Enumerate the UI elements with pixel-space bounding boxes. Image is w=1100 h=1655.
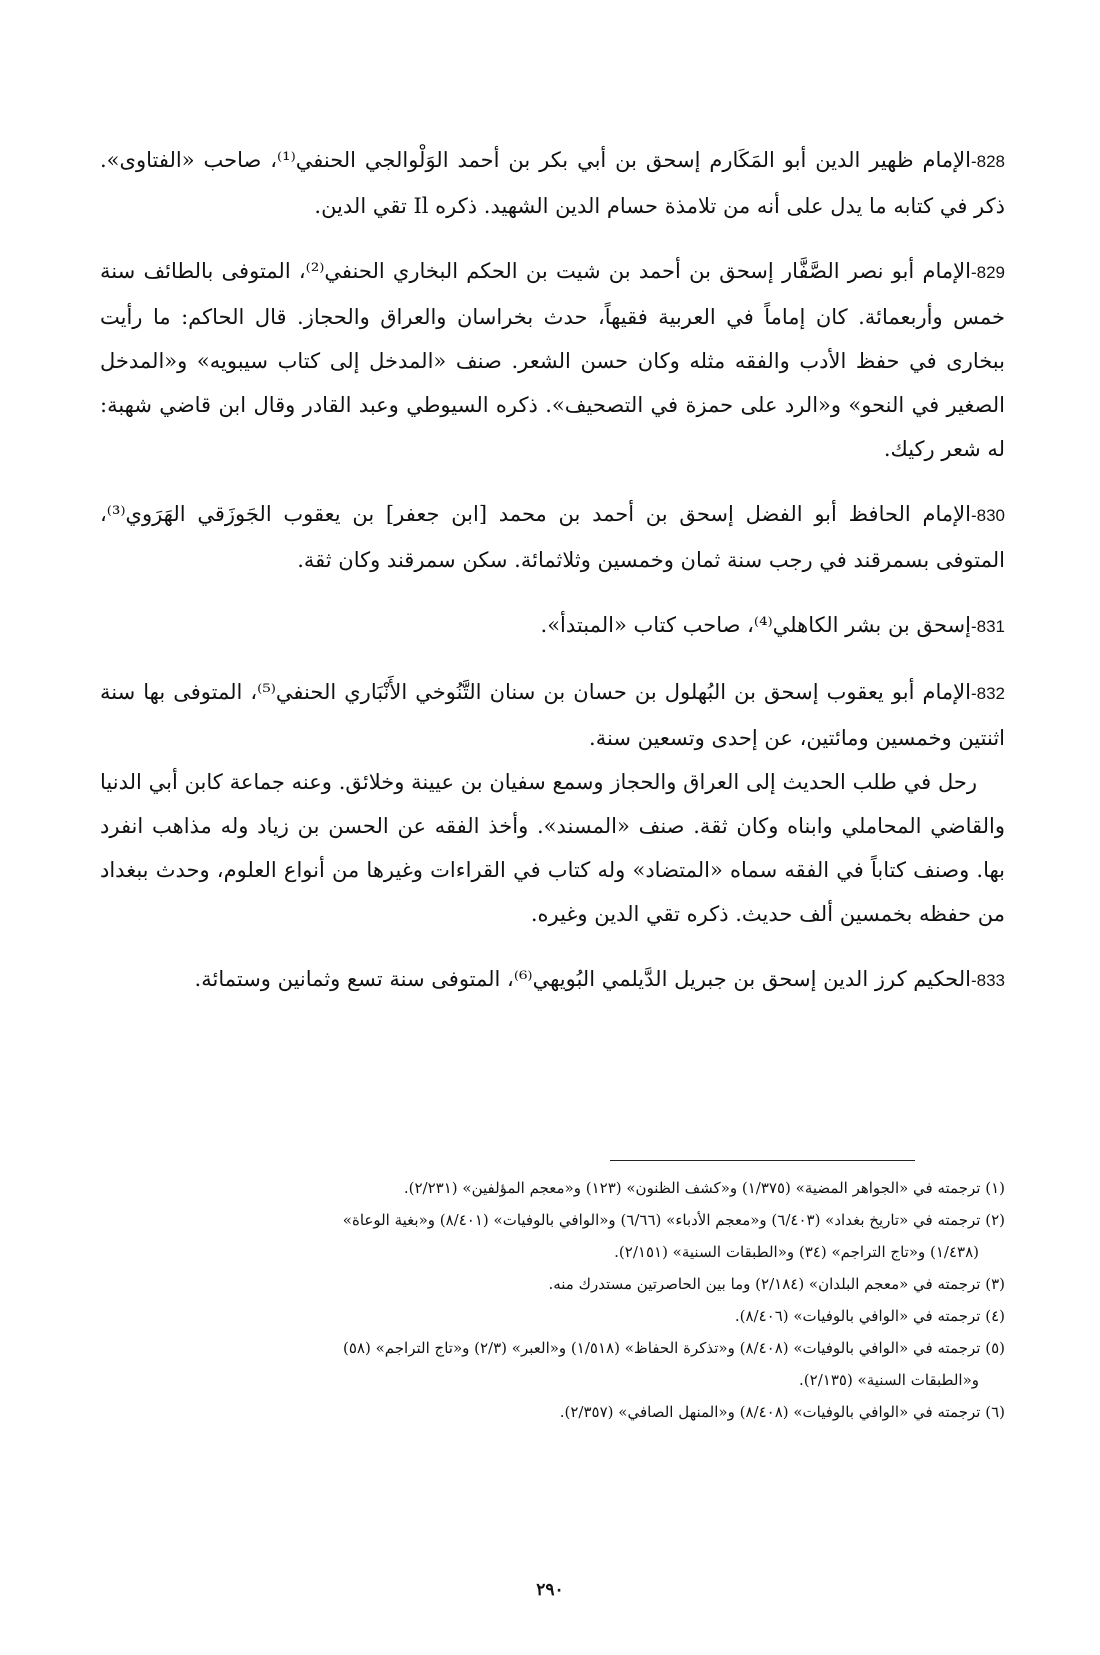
footnote: (٢) ترجمته في «تاريخ بغداد» (٦/٤٠٣) و«معجم الأدباء» (٦/٦٦) و«الوافي بالوفيات» (٨/٤٠١) و«بغية الوعاة» [342, 1211, 1005, 1229]
footnote: (٦) ترجمته في «الوافي بالوفيات» (٨/٤٠٨) و«المنهل الصافي» (٢/٣٥٧). [559, 1403, 1005, 1421]
footnote-continuation: و«الطبقات السنية» (٢/١٣٥). [799, 1371, 979, 1389]
entry-text: الإمام أبو يعقوب إسحق بن البُهلول بن حسان بن سنان التَّنُوخي الأَنْبَاري الحنفي⁽⁵⁾، المتوفى بها سنة اثنتين وخمسين ومائتين، عن إحدى وتسعين سنة. [100, 680, 1005, 750]
entry-number: 829- [970, 263, 1005, 282]
entry-number: 831- [970, 617, 1005, 636]
entry-828 [100, 138, 1005, 228]
entry-number: 828- [970, 152, 1005, 171]
entry-number: 833- [970, 971, 1005, 990]
entry-number: 832- [970, 684, 1005, 703]
footnote: (٣) ترجمته في «معجم البلدان» (٢/١٨٤) وما بين الحاصرتين مستدرك منه. [548, 1275, 1005, 1293]
footnotes [100, 1172, 1005, 1428]
footnote-divider [610, 1160, 915, 1161]
entry-text: الإمام أبو نصر الصَّفَّار إسحق بن أحمد بن شيت بن الحكم البخاري الحنفي⁽²⁾، المتوفى بالطائف سنة خمس وأربعمائة. كان إماماً في العربية فقيهاً، حدث بخراسان والعراق والحجاز. قال الحاكم: ما رأيت ببخارى في حفظ الأدب والفقه مثله وكان حسن الشعر. صنف «المدخل إلى كتاب سيبويه» و«المدخل الصغير في النحو» و«الرد على حمزة في التصحيف». ذكره السيوطي وعبد القادر وقال ابن قاضي شهبة: له شعر ركيك. [100, 259, 1005, 461]
entry-830 [100, 492, 1005, 582]
entry-832-paragraph: رحل في طلب الحديث إلى العراق والحجاز وسمع سفيان بن عيينة وخلائق. وعنه جماعة كابن أبي الدنيا والقاضي المحاملي وابناه وكان ثقة. صنف «المسند». وأخذ الفقه عن الحسن بن زياد وله مذاهب انفرد بها. وصنف كتاباً في الفقه سماه «المتضاد» وله كتاب في القراءات وغيرها من أنواع العلوم، وحدث ببغداد من حفظه بخمسين ألف حديث. ذكره تقي الدين وغيره. [100, 770, 1005, 926]
entry-text: إسحق بن بشر الكاهلي⁽⁴⁾، صاحب كتاب «المبتدأ». [540, 613, 971, 637]
entry-text: الإمام ظهير الدين أبو المَكَارم إسحق بن أبي بكر بن أحمد الوَلْوالجي الحنفي⁽¹⁾، صاحب «الفتاوى». ذكر في كتابه ما يدل على أنه من تلامذة حسام الدين الشهيد. ذكره Il تقي الدين. [100, 148, 1005, 218]
entry-text: الإمام الحافظ أبو الفضل إسحق بن أحمد بن محمد [ابن جعفر] بن يعقوب الجَوزَقي الهَرَوي⁽³⁾، المتوفى بسمرقند في رجب سنة ثمان وخمسين وثلاثمائة. سكن سمرقند وكان ثقة. [100, 502, 1005, 572]
footnote: (٤) ترجمته في «الوافي بالوفيات» (٨/٤٠٦). [734, 1307, 1005, 1325]
entry-text: الحكيم كرز الدين إسحق بن جبريل الدَّيلمي البُويهي⁽⁶⁾، المتوفى سنة تسع وثمانين وستمائة. [194, 967, 971, 991]
footnote-continuation: (١/٤٣٨) و«تاج التراجم» (٣٤) و«الطبقات السنية» (٢/١٥١). [614, 1243, 979, 1261]
footnote: (٥) ترجمته في «الوافي بالوفيات» (٨/٤٠٨) و«تذكرة الحفاظ» (١/٥١٨) و«العبر» (٢/٣) و«تاج التراجم» (٥٨) [343, 1339, 1005, 1357]
page-number: ٢٩٠ [536, 1580, 564, 1600]
footnote: (١) ترجمته في «الجواهر المضية» (١/٣٧٥) و«كشف الظنون» (١٢٣) و«معجم المؤلفين» (٢/٢٣١). [403, 1179, 1005, 1197]
entry-833 [100, 957, 1005, 1003]
entry-829 [100, 249, 1005, 471]
entry-number: 830- [970, 506, 1005, 525]
entry-831 [100, 603, 1005, 649]
main-text [100, 138, 1005, 1013]
entry-832 [100, 670, 1005, 760]
